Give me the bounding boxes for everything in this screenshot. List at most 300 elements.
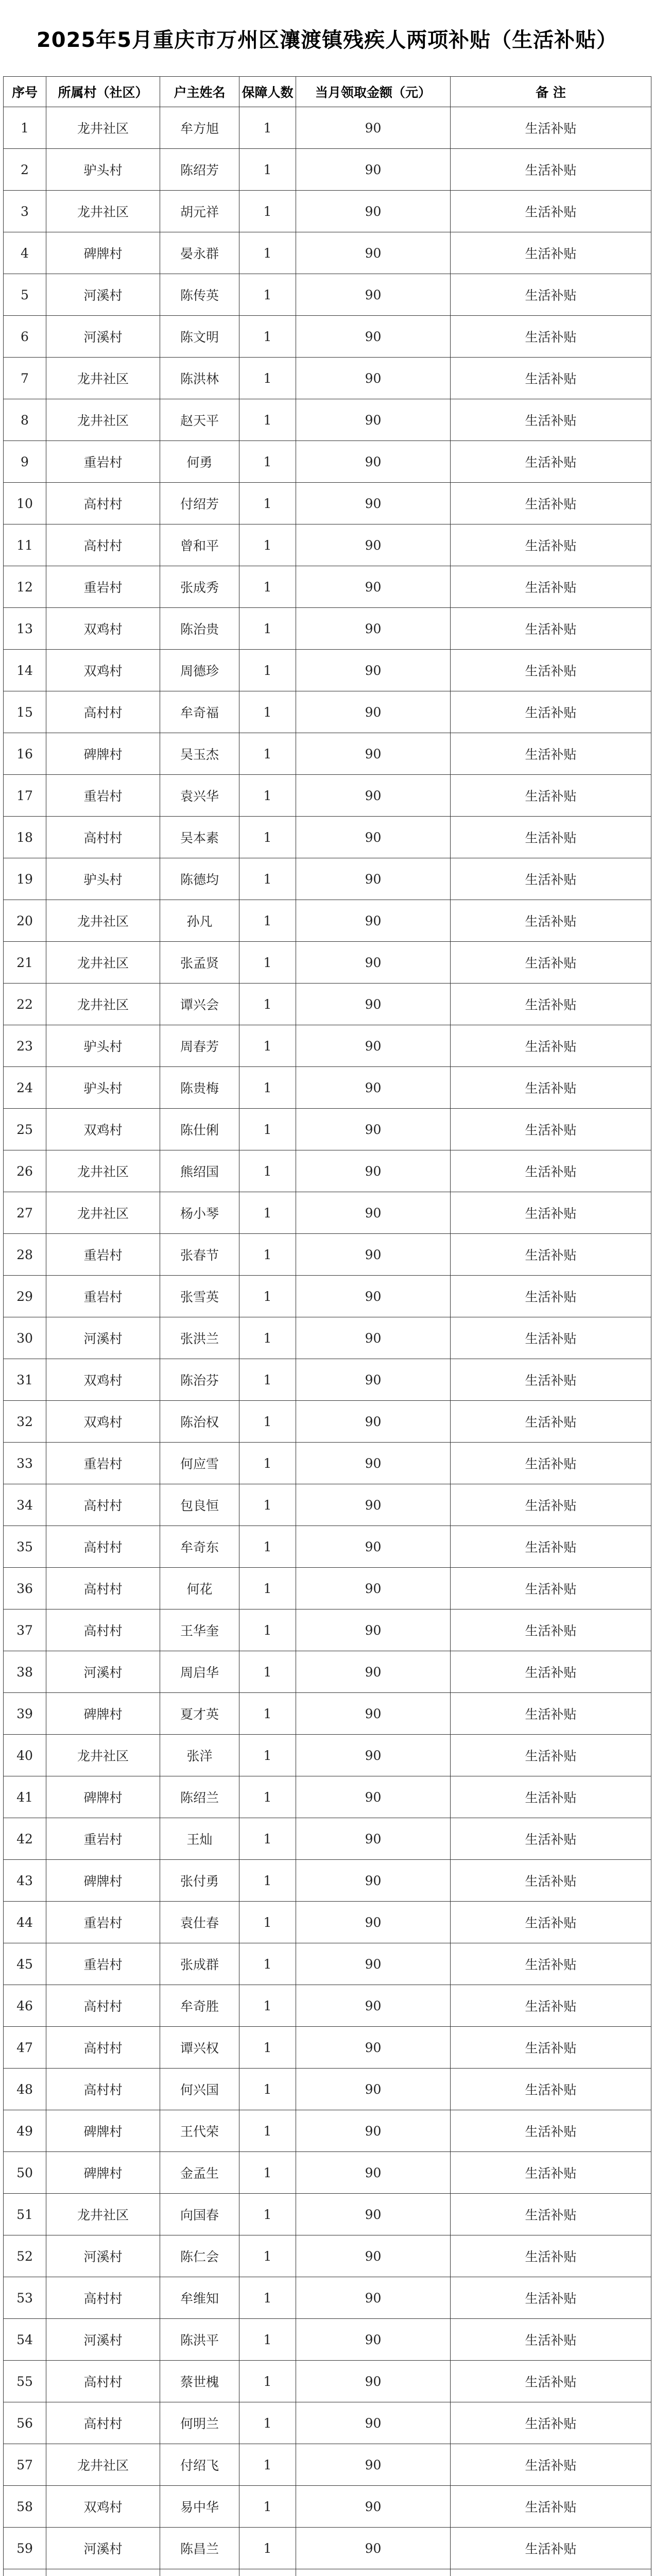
table-row — [4, 524, 651, 566]
cell-village: 龙井社区 — [46, 107, 160, 149]
cell-village: 驴头村 — [46, 149, 160, 191]
cell-village: 高村村 — [46, 2277, 160, 2319]
cell-remarks: 生活补贴 — [451, 608, 651, 650]
cell-village: 驴头村 — [46, 858, 160, 900]
cell-householder: 谭兴会 — [160, 984, 239, 1025]
cell-covered-persons: 1 — [239, 2110, 296, 2152]
cell-index: 20 — [4, 900, 46, 942]
cell-remarks: 生活补贴 — [451, 1526, 651, 1568]
cell-amount: 90 — [296, 1902, 451, 1943]
cell-index: 56 — [4, 2402, 46, 2444]
cell-householder: 夏才英 — [160, 1693, 239, 1735]
cell-remarks: 生活补贴 — [451, 1359, 651, 1401]
cell-village: 河溪村 — [46, 274, 160, 316]
cell-index: 58 — [4, 2486, 46, 2528]
cell-covered-persons: 1 — [239, 2235, 296, 2277]
cell-remarks: 生活补贴 — [451, 1902, 651, 1943]
table-row — [4, 2194, 651, 2235]
cell-amount: 90 — [296, 274, 451, 316]
table-row — [4, 2444, 651, 2486]
cell-village: 龙井社区 — [46, 984, 160, 1025]
table-row — [4, 608, 651, 650]
cell-amount: 90 — [296, 1693, 451, 1735]
cell-covered-persons: 1 — [239, 1818, 296, 1860]
table-row — [4, 1735, 651, 1776]
cell-village: 龙井社区 — [46, 1735, 160, 1776]
cell-index: 38 — [4, 1651, 46, 1693]
cell-amount: 90 — [296, 1943, 451, 1985]
cell-index: 51 — [4, 2194, 46, 2235]
cell-householder: 付绍芳 — [160, 483, 239, 524]
table-row — [4, 232, 651, 274]
cell-index: 59 — [4, 2528, 46, 2569]
column-header-householder: 户主姓名 — [160, 77, 239, 107]
cell-index: 39 — [4, 1693, 46, 1735]
cell-amount: 90 — [296, 2486, 451, 2528]
cell-amount: 90 — [296, 1818, 451, 1860]
cell-village: 高村村 — [46, 691, 160, 733]
cell-village: 双鸡村 — [46, 1359, 160, 1401]
cell-index: 18 — [4, 817, 46, 858]
cell-householder: 陈仁会 — [160, 2235, 239, 2277]
cell-remarks: 生活补贴 — [451, 1651, 651, 1693]
cell-covered-persons: 1 — [239, 316, 296, 358]
cell-index: 42 — [4, 1818, 46, 1860]
cell-covered-persons: 1 — [239, 775, 296, 817]
cell-index: 11 — [4, 524, 46, 566]
cell-householder: 杨小琴 — [160, 1192, 239, 1234]
cell-householder: 陈绍兰 — [160, 1776, 239, 1818]
cell-village: 高村村 — [46, 483, 160, 524]
cell-covered-persons: 1 — [239, 1150, 296, 1192]
cell-amount: 90 — [296, 399, 451, 441]
cell-covered-persons: 1 — [239, 1317, 296, 1359]
cell-householder: 金孟生 — [160, 2152, 239, 2194]
table-row — [4, 1401, 651, 1443]
table-row — [4, 1902, 651, 1943]
cell-covered-persons: 1 — [239, 942, 296, 984]
cell-householder: 陈治贵 — [160, 608, 239, 650]
cell-covered-persons: 1 — [239, 1234, 296, 1276]
cell-index: 1 — [4, 107, 46, 149]
cell-covered-persons: 1 — [239, 1943, 296, 1985]
table-row — [4, 691, 651, 733]
cell-village: 双鸡村 — [46, 608, 160, 650]
cell-remarks: 生活补贴 — [451, 2528, 651, 2569]
table-row — [4, 107, 651, 149]
cell-covered-persons — [239, 2569, 296, 2576]
cell-village: 驴头村 — [46, 1067, 160, 1109]
cell-covered-persons: 1 — [239, 1568, 296, 1609]
cell-householder: 张雪英 — [160, 1276, 239, 1317]
cell-index: 2 — [4, 149, 46, 191]
cell-index: 37 — [4, 1609, 46, 1651]
cell-index: 5 — [4, 274, 46, 316]
cell-village: 龙井社区 — [46, 2444, 160, 2486]
cell-village: 高村村 — [46, 1526, 160, 1568]
cell-index: 9 — [4, 441, 46, 483]
table-row — [4, 1526, 651, 1568]
cell-remarks: 生活补贴 — [451, 1943, 651, 1985]
cell-householder: 陈洪林 — [160, 358, 239, 399]
cell-covered-persons: 1 — [239, 1359, 296, 1401]
table-row — [4, 2361, 651, 2402]
table-row — [4, 1693, 651, 1735]
cell-remarks: 生活补贴 — [451, 2069, 651, 2110]
cell-amount: 90 — [296, 2277, 451, 2319]
table-row — [4, 1860, 651, 1902]
cell-amount: 90 — [296, 1192, 451, 1234]
column-header-index: 序号 — [4, 77, 46, 107]
cell-householder: 周启华 — [160, 1651, 239, 1693]
cell-village: 重岩村 — [46, 441, 160, 483]
cell-remarks: 生活补贴 — [451, 1735, 651, 1776]
cell-householder: 晏永群 — [160, 232, 239, 274]
cell-householder: 曾和平 — [160, 524, 239, 566]
cell-index: 10 — [4, 483, 46, 524]
cell-index: 40 — [4, 1735, 46, 1776]
table-row — [4, 733, 651, 775]
cell-index: 34 — [4, 1484, 46, 1526]
cell-amount: 90 — [296, 984, 451, 1025]
cell-village: 碑牌村 — [46, 2110, 160, 2152]
cell-covered-persons: 1 — [239, 733, 296, 775]
cell-covered-persons: 1 — [239, 399, 296, 441]
column-header-remarks: 备 注 — [451, 77, 651, 107]
cell-amount: 90 — [296, 1526, 451, 1568]
cell-index: 43 — [4, 1860, 46, 1902]
cell-village: 高村村 — [46, 1568, 160, 1609]
cell-amount: 90 — [296, 2361, 451, 2402]
cell-amount: 90 — [296, 2069, 451, 2110]
cell-village: 重岩村 — [46, 566, 160, 608]
cell-householder: 牟方旭 — [160, 107, 239, 149]
cell-village: 碑牌村 — [46, 733, 160, 775]
cell-amount: 90 — [296, 524, 451, 566]
cell-village: 碑牌村 — [46, 1860, 160, 1902]
cell-householder: 何明兰 — [160, 2402, 239, 2444]
cell-remarks: 生活补贴 — [451, 2402, 651, 2444]
table-row — [4, 358, 651, 399]
table-row — [4, 1943, 651, 1985]
cell-remarks: 生活补贴 — [451, 1401, 651, 1443]
cell-village: 碑牌村 — [46, 232, 160, 274]
cell-village: 高村村 — [46, 2027, 160, 2069]
cell-village: 龙井社区 — [46, 1192, 160, 1234]
table-row — [4, 2486, 651, 2528]
cell-remarks: 生活补贴 — [451, 2235, 651, 2277]
cell-village: 龙井社区 — [46, 900, 160, 942]
table-row — [4, 984, 651, 1025]
table-row — [4, 1776, 651, 1818]
cell-covered-persons: 1 — [239, 1192, 296, 1234]
cell-index: 48 — [4, 2069, 46, 2110]
cell-village: 重岩村 — [46, 1902, 160, 1943]
cell-index: 26 — [4, 1150, 46, 1192]
cell-remarks: 生活补贴 — [451, 2027, 651, 2069]
cell-householder: 袁仕春 — [160, 1902, 239, 1943]
cell-householder: 周春芳 — [160, 1025, 239, 1067]
cell-village: 重岩村 — [46, 1276, 160, 1317]
cell-village: 河溪村 — [46, 1651, 160, 1693]
cell-remarks: 生活补贴 — [451, 1234, 651, 1276]
cell-covered-persons: 1 — [239, 900, 296, 942]
cell-amount: 90 — [296, 2152, 451, 2194]
cell-index: 33 — [4, 1443, 46, 1484]
cell-index: 47 — [4, 2027, 46, 2069]
cell-remarks: 生活补贴 — [451, 232, 651, 274]
cell-covered-persons: 1 — [239, 1443, 296, 1484]
cell-index: 3 — [4, 191, 46, 232]
cell-village: 重岩村 — [46, 1234, 160, 1276]
cell-remarks: 生活补贴 — [451, 1025, 651, 1067]
cell-amount: 90 — [296, 441, 451, 483]
cell-index: 44 — [4, 1902, 46, 1943]
cell-covered-persons: 1 — [239, 608, 296, 650]
cell-amount: 90 — [296, 691, 451, 733]
cell-amount: 90 — [296, 775, 451, 817]
cell-householder: 张付勇 — [160, 1860, 239, 1902]
cell-remarks: 生活补贴 — [451, 441, 651, 483]
cell-amount: 90 — [296, 1651, 451, 1693]
cell-remarks: 生活补贴 — [451, 1109, 651, 1150]
table-row — [4, 817, 651, 858]
cell-village: 高村村 — [46, 1609, 160, 1651]
cell-remarks: 生活补贴 — [451, 1609, 651, 1651]
cell-village: 双鸡村 — [46, 2486, 160, 2528]
cell-householder: 张洋 — [160, 1735, 239, 1776]
cell-village: 碑牌村 — [46, 2152, 160, 2194]
table-row — [4, 1276, 651, 1317]
cell-amount: 90 — [296, 1609, 451, 1651]
cell-covered-persons: 1 — [239, 1609, 296, 1651]
cell-amount: 90 — [296, 1776, 451, 1818]
cell-remarks: 生活补贴 — [451, 691, 651, 733]
cell-amount: 90 — [296, 1735, 451, 1776]
cell-remarks: 生活补贴 — [451, 1484, 651, 1526]
cell-covered-persons: 1 — [239, 650, 296, 691]
cell-village: 河溪村 — [46, 1317, 160, 1359]
cell-householder: 张成群 — [160, 1943, 239, 1985]
cell-amount: 90 — [296, 566, 451, 608]
cell-remarks: 生活补贴 — [451, 733, 651, 775]
cell-amount: 90 — [296, 2528, 451, 2569]
table-row — [4, 858, 651, 900]
cell-covered-persons: 1 — [239, 984, 296, 1025]
cell-index: 49 — [4, 2110, 46, 2152]
cell-covered-persons: 1 — [239, 2402, 296, 2444]
cell-index: 46 — [4, 1985, 46, 2027]
cell-remarks: 生活补贴 — [451, 1776, 651, 1818]
table-row — [4, 2528, 651, 2569]
cell-remarks: 生活补贴 — [451, 524, 651, 566]
cell-index: 28 — [4, 1234, 46, 1276]
cell-covered-persons: 1 — [239, 149, 296, 191]
cell-amount: 90 — [296, 483, 451, 524]
cell-remarks: 生活补贴 — [451, 358, 651, 399]
cell-householder: 孙凡 — [160, 900, 239, 942]
cell-covered-persons: 1 — [239, 1401, 296, 1443]
cell-householder: 陈洪平 — [160, 2319, 239, 2361]
cell-amount: 90 — [296, 107, 451, 149]
cell-remarks: 生活补贴 — [451, 274, 651, 316]
column-header-covered-persons: 保障人数 — [239, 77, 296, 107]
cell-index: 13 — [4, 608, 46, 650]
cell-remarks: 生活补贴 — [451, 2194, 651, 2235]
table-row — [4, 942, 651, 984]
cell-remarks: 生活补贴 — [451, 1276, 651, 1317]
cell-amount: 90 — [296, 191, 451, 232]
table-row — [4, 191, 651, 232]
cell-amount: 90 — [296, 900, 451, 942]
cell-householder: 王代荣 — [160, 2110, 239, 2152]
cell-householder: 胡元祥 — [160, 191, 239, 232]
cell-householder: 张成秀 — [160, 566, 239, 608]
table-row — [4, 1818, 651, 1860]
table-row — [4, 1025, 651, 1067]
cell-village: 高村村 — [46, 2361, 160, 2402]
cell-amount: 90 — [296, 1401, 451, 1443]
table-row — [4, 1150, 651, 1192]
cell-covered-persons: 1 — [239, 2277, 296, 2319]
cell-covered-persons: 1 — [239, 358, 296, 399]
cell-householder: 蔡世槐 — [160, 2361, 239, 2402]
table-row — [4, 1067, 651, 1109]
cell-index: 30 — [4, 1317, 46, 1359]
cell-covered-persons: 1 — [239, 691, 296, 733]
table-row — [4, 650, 651, 691]
cell-covered-persons: 1 — [239, 2444, 296, 2486]
cell-householder: 向国春 — [160, 2194, 239, 2235]
cell-covered-persons: 1 — [239, 1860, 296, 1902]
cell-householder: 张孟贤 — [160, 942, 239, 984]
cell-householder: 王华奎 — [160, 1609, 239, 1651]
cell-householder: 陈治权 — [160, 1401, 239, 1443]
cell-amount: 90 — [296, 2319, 451, 2361]
cell-index — [4, 2569, 46, 2576]
cell-index: 52 — [4, 2235, 46, 2277]
cell-householder: 包良恒 — [160, 1484, 239, 1526]
cell-amount: 90 — [296, 149, 451, 191]
cell-amount: 90 — [296, 2194, 451, 2235]
cell-remarks: 生活补贴 — [451, 483, 651, 524]
cell-remarks: 生活补贴 — [451, 107, 651, 149]
table-row — [4, 1985, 651, 2027]
cell-householder: 牟奇福 — [160, 691, 239, 733]
cell-index: 19 — [4, 858, 46, 900]
cell-covered-persons: 1 — [239, 524, 296, 566]
cell-village: 河溪村 — [46, 316, 160, 358]
cell-village: 龙井社区 — [46, 399, 160, 441]
cell-village: 重岩村 — [46, 775, 160, 817]
cell-remarks: 生活补贴 — [451, 316, 651, 358]
cell-covered-persons: 1 — [239, 2069, 296, 2110]
cell-village: 重岩村 — [46, 1443, 160, 1484]
cell-remarks: 生活补贴 — [451, 650, 651, 691]
table-row — [4, 900, 651, 942]
cell-covered-persons: 1 — [239, 1651, 296, 1693]
subsidy-table — [3, 76, 651, 2576]
cell-index: 54 — [4, 2319, 46, 2361]
cell-remarks: 生活补贴 — [451, 2110, 651, 2152]
cell-remarks: 生活补贴 — [451, 1150, 651, 1192]
cell-village: 双鸡村 — [46, 650, 160, 691]
cell-village: 龙井社区 — [46, 2194, 160, 2235]
cell-amount: 90 — [296, 1276, 451, 1317]
cell-amount: 90 — [296, 1985, 451, 2027]
cell-covered-persons: 1 — [239, 1484, 296, 1526]
table-row — [4, 1651, 651, 1693]
table-row — [4, 1234, 651, 1276]
cell-remarks: 生活补贴 — [451, 149, 651, 191]
cell-remarks: 生活补贴 — [451, 1860, 651, 1902]
cell-amount: 90 — [296, 2235, 451, 2277]
cell-remarks: 生活补贴 — [451, 1317, 651, 1359]
cell-index: 17 — [4, 775, 46, 817]
cell-index: 50 — [4, 2152, 46, 2194]
cell-index: 31 — [4, 1359, 46, 1401]
cell-index: 25 — [4, 1109, 46, 1150]
cell-index: 23 — [4, 1025, 46, 1067]
cell-remarks: 生活补贴 — [451, 775, 651, 817]
cell-householder: 袁兴华 — [160, 775, 239, 817]
document-title: 2025年5月重庆市万州区瀼渡镇残疾人两项补贴（生活补贴） — [36, 28, 618, 52]
cell-householder: 陈德均 — [160, 858, 239, 900]
cell-covered-persons: 1 — [239, 2486, 296, 2528]
cell-covered-persons: 1 — [239, 1985, 296, 2027]
table-row — [4, 1609, 651, 1651]
cell-village: 河溪村 — [46, 2319, 160, 2361]
cell-householder: 陈仕俐 — [160, 1109, 239, 1150]
cell-covered-persons: 1 — [239, 1025, 296, 1067]
cell-index: 29 — [4, 1276, 46, 1317]
cell-index: 7 — [4, 358, 46, 399]
cell-covered-persons: 1 — [239, 1776, 296, 1818]
cell-householder: 付绍飞 — [160, 2444, 239, 2486]
cell-householder: 牟奇胜 — [160, 1985, 239, 2027]
cell-remarks: 生活补贴 — [451, 900, 651, 942]
cell-village: 双鸡村 — [46, 1401, 160, 1443]
cell-covered-persons: 1 — [239, 566, 296, 608]
cell-covered-persons: 1 — [239, 1067, 296, 1109]
cell-amount: 90 — [296, 232, 451, 274]
cell-village: 河溪村 — [46, 2528, 160, 2569]
cell-covered-persons: 1 — [239, 191, 296, 232]
cell-village: 碑牌村 — [46, 1693, 160, 1735]
cell-village — [46, 2569, 160, 2576]
table-row — [4, 1359, 651, 1401]
cell-index: 41 — [4, 1776, 46, 1818]
cell-covered-persons: 1 — [239, 1902, 296, 1943]
column-header-village: 所属村（社区） — [46, 77, 160, 107]
table-row — [4, 2110, 651, 2152]
cell-village: 龙井社区 — [46, 942, 160, 984]
table-row — [4, 775, 651, 817]
cell-index: 21 — [4, 942, 46, 984]
cell-covered-persons: 1 — [239, 1276, 296, 1317]
cell-village: 高村村 — [46, 524, 160, 566]
cell-covered-persons: 1 — [239, 232, 296, 274]
cell-covered-persons: 1 — [239, 483, 296, 524]
cell-amount: 90 — [296, 858, 451, 900]
table-row — [4, 2069, 651, 2110]
cell-village: 龙井社区 — [46, 191, 160, 232]
cell-householder — [160, 2569, 239, 2576]
cell-amount: 90 — [296, 1234, 451, 1276]
cell-amount: 90 — [296, 817, 451, 858]
cell-remarks: 生活补贴 — [451, 984, 651, 1025]
cell-remarks: 生活补贴 — [451, 1443, 651, 1484]
